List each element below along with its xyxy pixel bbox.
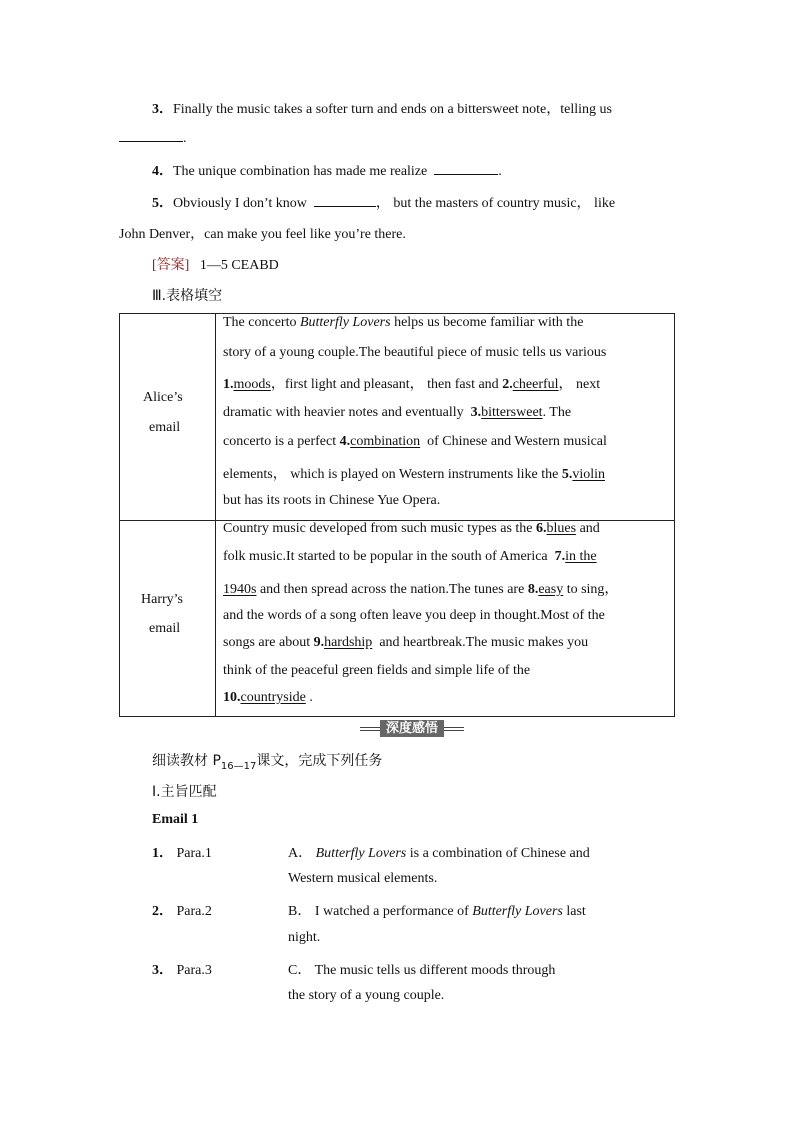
match-item — [152, 842, 212, 862]
table-line: but has its roots in Chinese Yue Opera. — [223, 493, 441, 508]
row-label-cell — [120, 521, 216, 717]
blank-number: 6. — [536, 521, 547, 536]
answer-blank[interactable] — [119, 129, 183, 142]
text: Country music developed from such music types as the — [223, 521, 533, 536]
text: dramatic with heavier notes and eventually — [223, 405, 464, 420]
match-item — [152, 959, 212, 979]
table-line — [223, 315, 583, 331]
table-line: think of the peaceful green fields and simple life of the — [223, 663, 531, 678]
row-label: email — [149, 621, 181, 636]
text: and heartbreak.The music makes you — [379, 635, 589, 650]
table-line — [223, 635, 588, 651]
table-line — [223, 549, 597, 565]
email-heading: Email 1 — [152, 812, 199, 827]
question-text-cont: ， but the masters of country music， like — [375, 196, 616, 211]
question-5 — [152, 192, 615, 212]
option-letter: A． — [288, 846, 313, 861]
question-number: 4． — [152, 164, 173, 179]
section-title-matching: Ⅰ.主旨匹配 — [152, 784, 217, 800]
question-text: The unique combination has made me realize — [173, 164, 428, 179]
row-label: email — [149, 420, 181, 435]
text: to sing， — [566, 582, 619, 597]
answer-blank[interactable] — [314, 194, 376, 207]
row-label-cell — [120, 314, 216, 521]
question-4 — [152, 160, 502, 180]
match-item — [152, 900, 212, 920]
para-label: Para.2 — [176, 904, 212, 919]
page-range: 16—17 — [220, 760, 257, 772]
text: 课文，完成下列任务 — [256, 753, 383, 769]
section-banner — [360, 719, 464, 737]
filled-answer: bittersweet — [481, 405, 543, 420]
text: elements， which is played on Western instruments like the — [223, 467, 559, 482]
match-option-line2: night. — [288, 930, 321, 945]
text: . The — [542, 405, 572, 420]
filled-answer: cheerful — [512, 377, 559, 392]
banner-label: 深度感悟 — [380, 720, 444, 737]
instruction-line — [152, 750, 382, 772]
filled-answer: hardship — [324, 635, 373, 650]
filled-answer: in the — [565, 549, 597, 564]
question-tail: . — [183, 131, 187, 146]
blank-number: 3. — [470, 405, 482, 420]
filled-answer: blues — [546, 521, 577, 536]
filled-answer: combination — [350, 434, 421, 449]
blank-number: 4. — [339, 434, 351, 449]
item-number: 3． — [152, 963, 173, 978]
filled-answer: countryside — [240, 690, 306, 705]
text: helps us become familiar with the — [394, 315, 584, 330]
title-italic: Butterfly Lovers — [299, 315, 391, 330]
text: 细读教材 P — [152, 753, 221, 769]
item-number: 1． — [152, 846, 173, 861]
text: and — [579, 521, 600, 536]
blank-number: 2. — [502, 377, 513, 392]
text: ，first light and pleasant， then fast and — [270, 377, 499, 392]
text: ， next — [558, 377, 601, 392]
text: folk music.It started to be popular in the south of America — [223, 549, 548, 564]
text: concerto is a perfect — [223, 434, 337, 449]
text: . — [309, 690, 313, 705]
match-option — [288, 900, 586, 920]
question-text: Obviously I don’t know — [173, 196, 307, 211]
filled-answer: moods — [233, 377, 271, 392]
text: I watched a performance of — [314, 904, 469, 919]
para-label: Para.3 — [176, 963, 212, 978]
match-option — [288, 842, 590, 862]
match-option — [288, 959, 555, 979]
answer-blank[interactable] — [434, 162, 498, 175]
table-line: and the words of a song often leave you deep in thought.Most of the — [223, 608, 605, 623]
table-line — [223, 373, 600, 393]
table-line — [223, 521, 600, 537]
filled-answer: violin — [572, 467, 605, 482]
title-italic: Butterfly Lovers — [315, 846, 407, 861]
question-number: 5． — [152, 196, 173, 211]
table-line — [223, 463, 605, 483]
text: songs are about — [223, 635, 311, 650]
row-label: Harry’s — [141, 592, 183, 607]
blank-number: 10. — [223, 690, 241, 705]
question-number: 3． — [152, 102, 173, 117]
match-option-line2: the story of a young couple. — [288, 988, 445, 1003]
filled-answer: easy — [538, 582, 564, 597]
filled-answer: 1940s — [223, 582, 257, 597]
text: of Chinese and Western musical — [427, 434, 607, 449]
table-line — [223, 405, 571, 421]
text: The music tells us different moods through — [314, 963, 556, 978]
table-line — [223, 578, 618, 598]
table-line — [223, 690, 313, 706]
option-letter: B． — [288, 904, 312, 919]
row-label: Alice’s — [143, 390, 183, 405]
table-line — [223, 434, 607, 450]
title-italic: Butterfly Lovers — [472, 904, 563, 919]
blank-number: 9. — [313, 635, 325, 650]
para-label: Para.1 — [176, 846, 212, 861]
text: The concerto — [223, 315, 297, 330]
question-text: Finally the music takes a softer turn and ends on a bittersweet note，telling us — [173, 102, 612, 117]
blank-number: 1. — [223, 377, 234, 392]
question-tail: . — [498, 164, 502, 179]
blank-number: 8. — [527, 582, 539, 597]
text: last — [566, 904, 586, 919]
option-letter: C． — [288, 963, 312, 978]
section-title-table: Ⅲ.表格填空 — [152, 288, 223, 304]
blank-number: 5. — [561, 467, 573, 482]
question-3 — [152, 98, 612, 118]
match-option-line2: Western musical elements. — [288, 871, 438, 886]
answer-tag: [答案] — [152, 258, 190, 273]
blank-number: 7. — [554, 549, 566, 564]
question-5-line2: John Denver，can make you feel like you’re there. — [119, 227, 406, 242]
answer-line — [152, 254, 279, 274]
item-number: 2． — [152, 904, 173, 919]
question-3-blank-line — [119, 129, 187, 147]
text: is a combination of Chinese and — [409, 846, 590, 861]
answer-text: 1—5 CEABD — [199, 258, 279, 273]
table-line: story of a young couple.The beautiful piece of music tells us various — [223, 345, 607, 360]
text: and then spread across the nation.The tunes are — [259, 582, 525, 597]
